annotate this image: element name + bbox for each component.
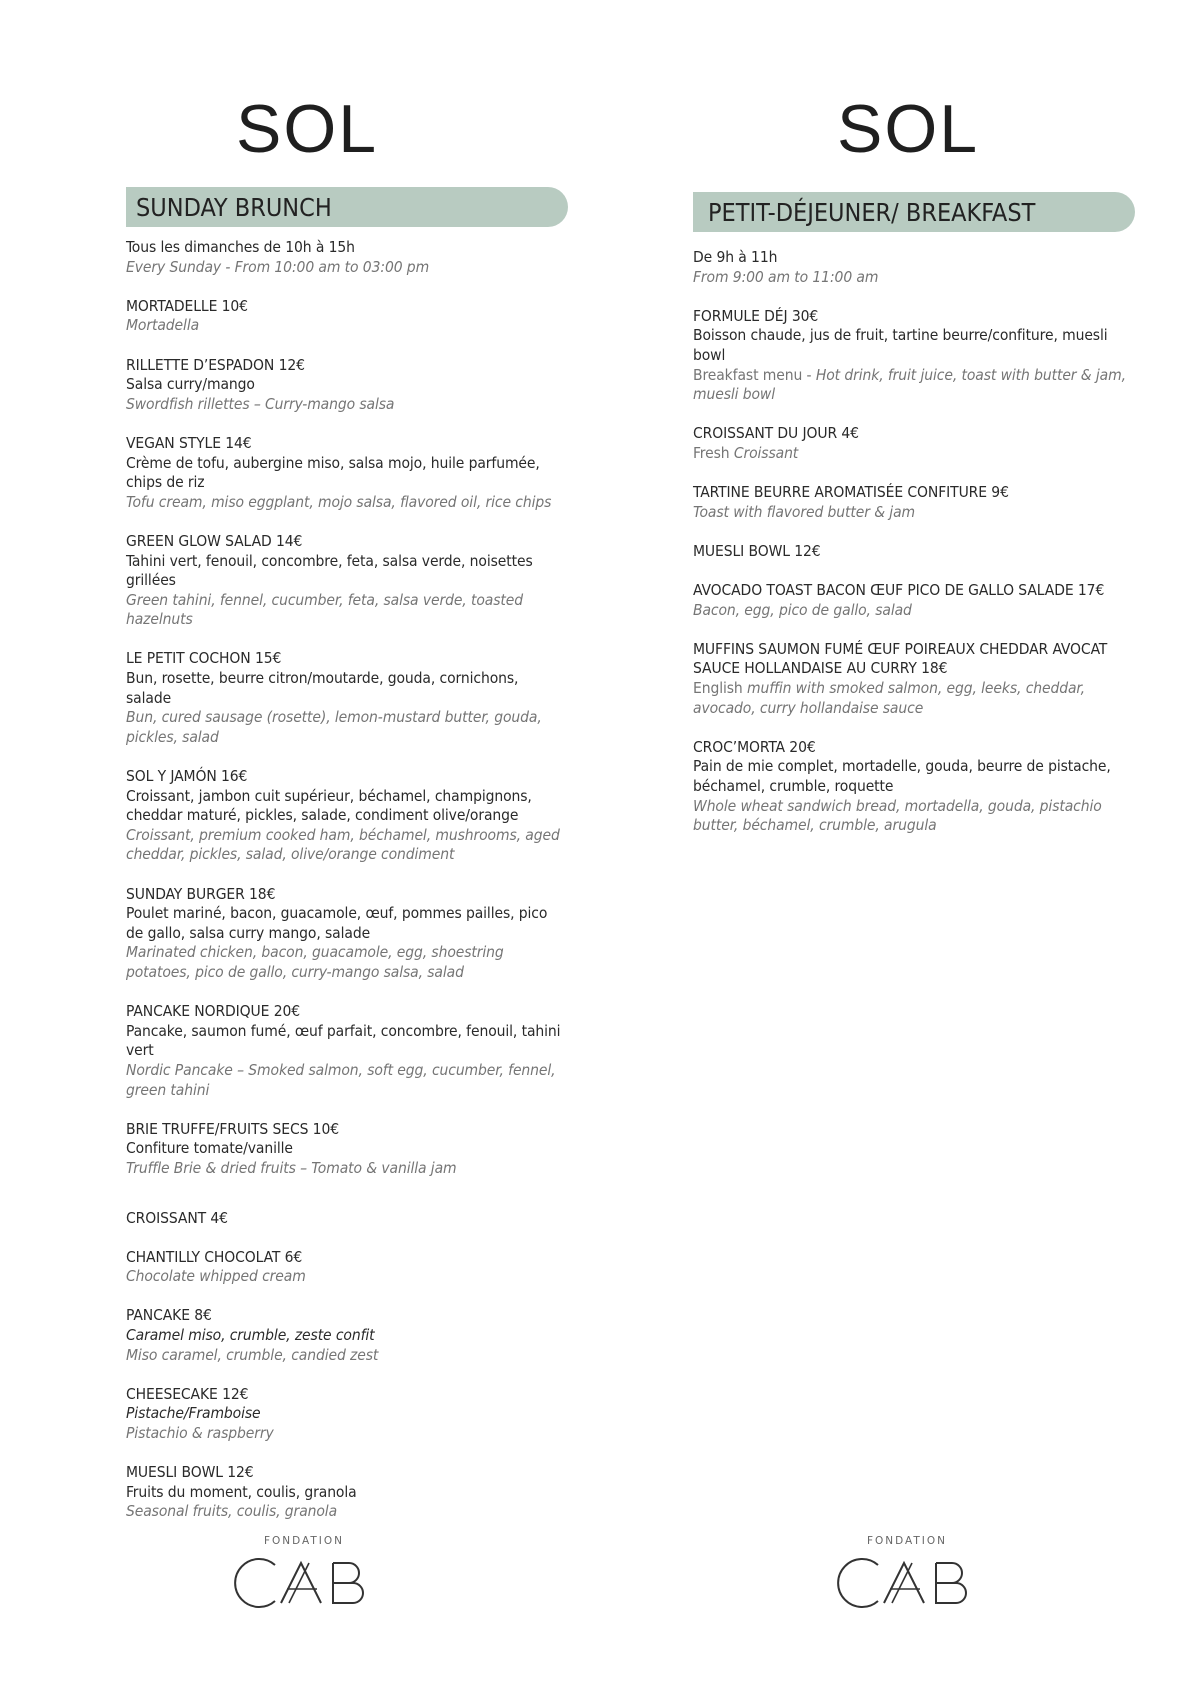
brand-title-right: SOL	[837, 91, 980, 167]
item-name: PANCAKE 8€	[126, 1306, 212, 1325]
menu-item-muffins-saumon	[693, 640, 1173, 718]
item-name: LE PETIT COCHON 15€	[126, 649, 282, 668]
item-desc-en: Bun, cured sausage (rosette), lemon-mustard butter, gouda,	[126, 708, 542, 727]
intro-fr: De 9h à 11h	[693, 248, 778, 266]
item-desc-en-2: avocado, curry hollandaise sauce	[693, 698, 924, 717]
item-desc-en: Green tahini, fennel, cucumber, feta, salsa verde, toasted	[126, 590, 523, 609]
item-desc-en: Seasonal fruits, coulis, granola	[126, 1502, 338, 1521]
fondation-cab-logo-left	[224, 1535, 384, 1611]
item-desc-fr: Pistache/Framboise	[126, 1404, 261, 1423]
item-name: CHANTILLY CHOCOLAT 6€	[126, 1247, 303, 1266]
item-name: TARTINE BEURRE AROMATISÉE CONFITURE 9€	[693, 483, 1009, 502]
item-desc-fr-2: grillées	[126, 571, 176, 590]
item-desc-en: Mortadella	[126, 316, 200, 335]
item-desc-en-rest: Croissant	[733, 443, 799, 462]
item-desc-en-2: cheddar, pickles, salad, olive/orange condiment	[126, 845, 455, 864]
brand-title-left: SOL	[236, 91, 379, 167]
menu-item-sol-y-jamon	[126, 767, 626, 865]
item-desc-en-2: pickles, salad	[126, 727, 219, 746]
menu-item-muesli-bowl	[126, 1463, 626, 1522]
menu-item-green-glow-salad	[126, 532, 626, 630]
item-desc-en: Miso caramel, crumble, candied zest	[126, 1345, 379, 1364]
menu-item-chantilly-chocolat	[126, 1248, 626, 1287]
menu-item-pancake	[126, 1306, 626, 1365]
item-desc-en: Toast with flavored butter & jam	[693, 502, 916, 521]
item-name: GREEN GLOW SALAD 14€	[126, 531, 303, 550]
menu-item-muesli-bowl-right	[693, 542, 1173, 562]
item-desc-fr: Caramel miso, crumble, zeste confit	[126, 1326, 375, 1345]
menu-item-avocado-toast	[693, 581, 1173, 620]
logo-small-text: FONDATION	[263, 1535, 345, 1547]
item-name: BRIE TRUFFE/FRUITS SECS 10€	[126, 1119, 339, 1138]
item-desc-en-2: muesli bowl	[693, 385, 776, 404]
item-name: CROISSANT DU JOUR 4€	[693, 424, 859, 443]
intro-en: Every Sunday - From 10:00 am to 03:00 pm	[126, 257, 430, 276]
logo-small-text: FONDATION	[866, 1535, 948, 1547]
item-desc-en: Chocolate whipped cream	[126, 1267, 306, 1286]
menu-item-mortadelle	[126, 297, 626, 336]
item-desc-en: Bacon, egg, pico de gallo, salad	[693, 600, 912, 619]
item-desc-en: Marinated chicken, bacon, guacamole, egg, shoestring	[126, 943, 504, 962]
item-desc-en-prefix: English	[693, 679, 747, 698]
item-desc-fr-2: chips de riz	[126, 473, 205, 492]
menu-item-sunday-burger	[126, 885, 626, 983]
menu-item-croc-morta	[693, 738, 1173, 836]
item-desc-en-prefix: Breakfast menu -	[693, 365, 816, 384]
item-name: CROC’MORTA 20€	[693, 737, 816, 756]
intro-fr: Tous les dimanches de 10h à 15h	[126, 238, 355, 256]
item-desc-fr-2: béchamel, crumble, roquette	[693, 777, 894, 796]
item-desc-en: Swordfish rillettes – Curry-mango salsa	[126, 394, 395, 413]
item-desc-fr: Crème de tofu, aubergine miso, salsa mojo, huile parfumée,	[126, 453, 540, 472]
fondation-cab-logo-right	[827, 1535, 987, 1611]
menu-item-cheesecake	[126, 1385, 626, 1444]
section-header-breakfast: PETIT-DÉJEUNER/ BREAKFAST	[693, 192, 1135, 232]
menu-item-le-petit-cochon	[126, 649, 626, 747]
item-name: VEGAN STYLE 14€	[126, 433, 252, 452]
item-name: MUFFINS SAUMON FUMÉ ŒUF POIREAUX CHEDDAR AVOCAT	[693, 639, 1108, 658]
item-name: MUESLI BOWL 12€	[693, 541, 821, 560]
item-desc-en	[693, 679, 1173, 699]
item-desc-fr-2: bowl	[693, 345, 726, 364]
menu-item-pancake-nordique	[126, 1002, 626, 1100]
item-desc-en: Croissant, premium cooked ham, béchamel, mushrooms, aged	[126, 825, 560, 844]
item-desc-fr: Bun, rosette, beurre citron/moutarde, gouda, cornichons,	[126, 669, 519, 688]
cab-logo-icon	[832, 1555, 982, 1611]
item-desc-fr-2: de gallo, salsa curry mango, salade	[126, 923, 371, 942]
item-name: MUESLI BOWL 12€	[126, 1463, 254, 1482]
menu-item-tartine	[693, 483, 1173, 522]
item-desc-fr: Tahini vert, fenouil, concombre, feta, salsa verde, noisettes	[126, 551, 533, 570]
item-desc-fr-2: salade	[126, 688, 172, 707]
item-name: MORTADELLE 10€	[126, 296, 248, 315]
right-menu-items	[693, 248, 1173, 836]
menu-item-formule-dej	[693, 307, 1173, 405]
section-header-sunday-brunch: SUNDAY BRUNCH	[126, 187, 568, 227]
item-desc-fr-2: vert	[126, 1041, 154, 1060]
item-desc-fr-2: cheddar maturé, pickles, salade, condiment olive/orange	[126, 806, 519, 825]
item-desc-en-prefix: Fresh	[693, 443, 734, 462]
left-menu-items	[126, 238, 626, 1522]
item-desc-en-2: butter, béchamel, crumble, arugula	[693, 816, 937, 835]
item-desc-en	[693, 444, 1173, 464]
item-desc-fr: Pancake, saumon fumé, œuf parfait, concombre, fenouil, tahini	[126, 1021, 561, 1040]
item-desc-fr: Salsa curry/mango	[126, 375, 255, 394]
menu-item-croissant-du-jour	[693, 424, 1173, 463]
item-name: SOL Y JAMÓN 16€	[126, 767, 248, 786]
item-desc-en: Nordic Pancake – Smoked salmon, soft egg, cucumber, fennel,	[126, 1060, 556, 1079]
item-desc-fr: Croissant, jambon cuit supérieur, béchamel, champignons,	[126, 786, 532, 805]
item-desc-en	[693, 366, 1173, 386]
menu-item-vegan-style	[126, 434, 626, 512]
item-name: PANCAKE NORDIQUE 20€	[126, 1002, 301, 1021]
item-desc-en-2: green tahini	[126, 1080, 210, 1099]
cab-logo-icon	[229, 1555, 379, 1611]
menu-item-croissant	[126, 1209, 626, 1229]
item-name: RILLETTE D’ESPADON 12€	[126, 355, 305, 374]
item-desc-en-2: potatoes, pico de gallo, curry-mango salsa, salad	[126, 962, 464, 981]
item-name: FORMULE DÉJ 30€	[693, 306, 819, 325]
menu-item-brie-truffe	[126, 1120, 626, 1179]
item-desc-fr: Poulet mariné, bacon, guacamole, œuf, pommes pailles, pico	[126, 904, 548, 923]
item-desc-fr: Confiture tomate/vanille	[126, 1139, 293, 1158]
item-desc-en: Truffle Brie & dried fruits – Tomato & vanilla jam	[126, 1158, 457, 1177]
item-desc-en: Whole wheat sandwich bread, mortadella, gouda, pistachio	[693, 796, 1102, 815]
item-name-2: SAUCE HOLLANDAISE AU CURRY 18€	[693, 659, 948, 678]
item-desc-en: Pistachio & raspberry	[126, 1424, 274, 1443]
item-desc-fr: Boisson chaude, jus de fruit, tartine beurre/confiture, muesli	[693, 326, 1108, 345]
item-desc-fr: Fruits du moment, coulis, granola	[126, 1482, 357, 1501]
item-desc-en-rest: muffin with smoked salmon, egg, leeks, cheddar,	[747, 679, 1085, 698]
item-name: CROISSANT 4€	[126, 1208, 228, 1227]
item-name: AVOCADO TOAST BACON ŒUF PICO DE GALLO SALADE 17€	[693, 581, 1105, 600]
item-name: CHEESECAKE 12€	[126, 1384, 249, 1403]
item-desc-en-rest: Hot drink, fruit juice, toast with butter & jam,	[815, 365, 1126, 384]
item-desc-en-2: hazelnuts	[126, 610, 193, 629]
menu-item-rillette	[126, 356, 626, 415]
intro-en: From 9:00 am to 11:00 am	[693, 267, 879, 286]
item-desc-en: Tofu cream, miso eggplant, mojo salsa, flavored oil, rice chips	[126, 492, 552, 511]
item-name: SUNDAY BURGER 18€	[126, 884, 276, 903]
item-desc-fr: Pain de mie complet, mortadelle, gouda, beurre de pistache,	[693, 757, 1111, 776]
